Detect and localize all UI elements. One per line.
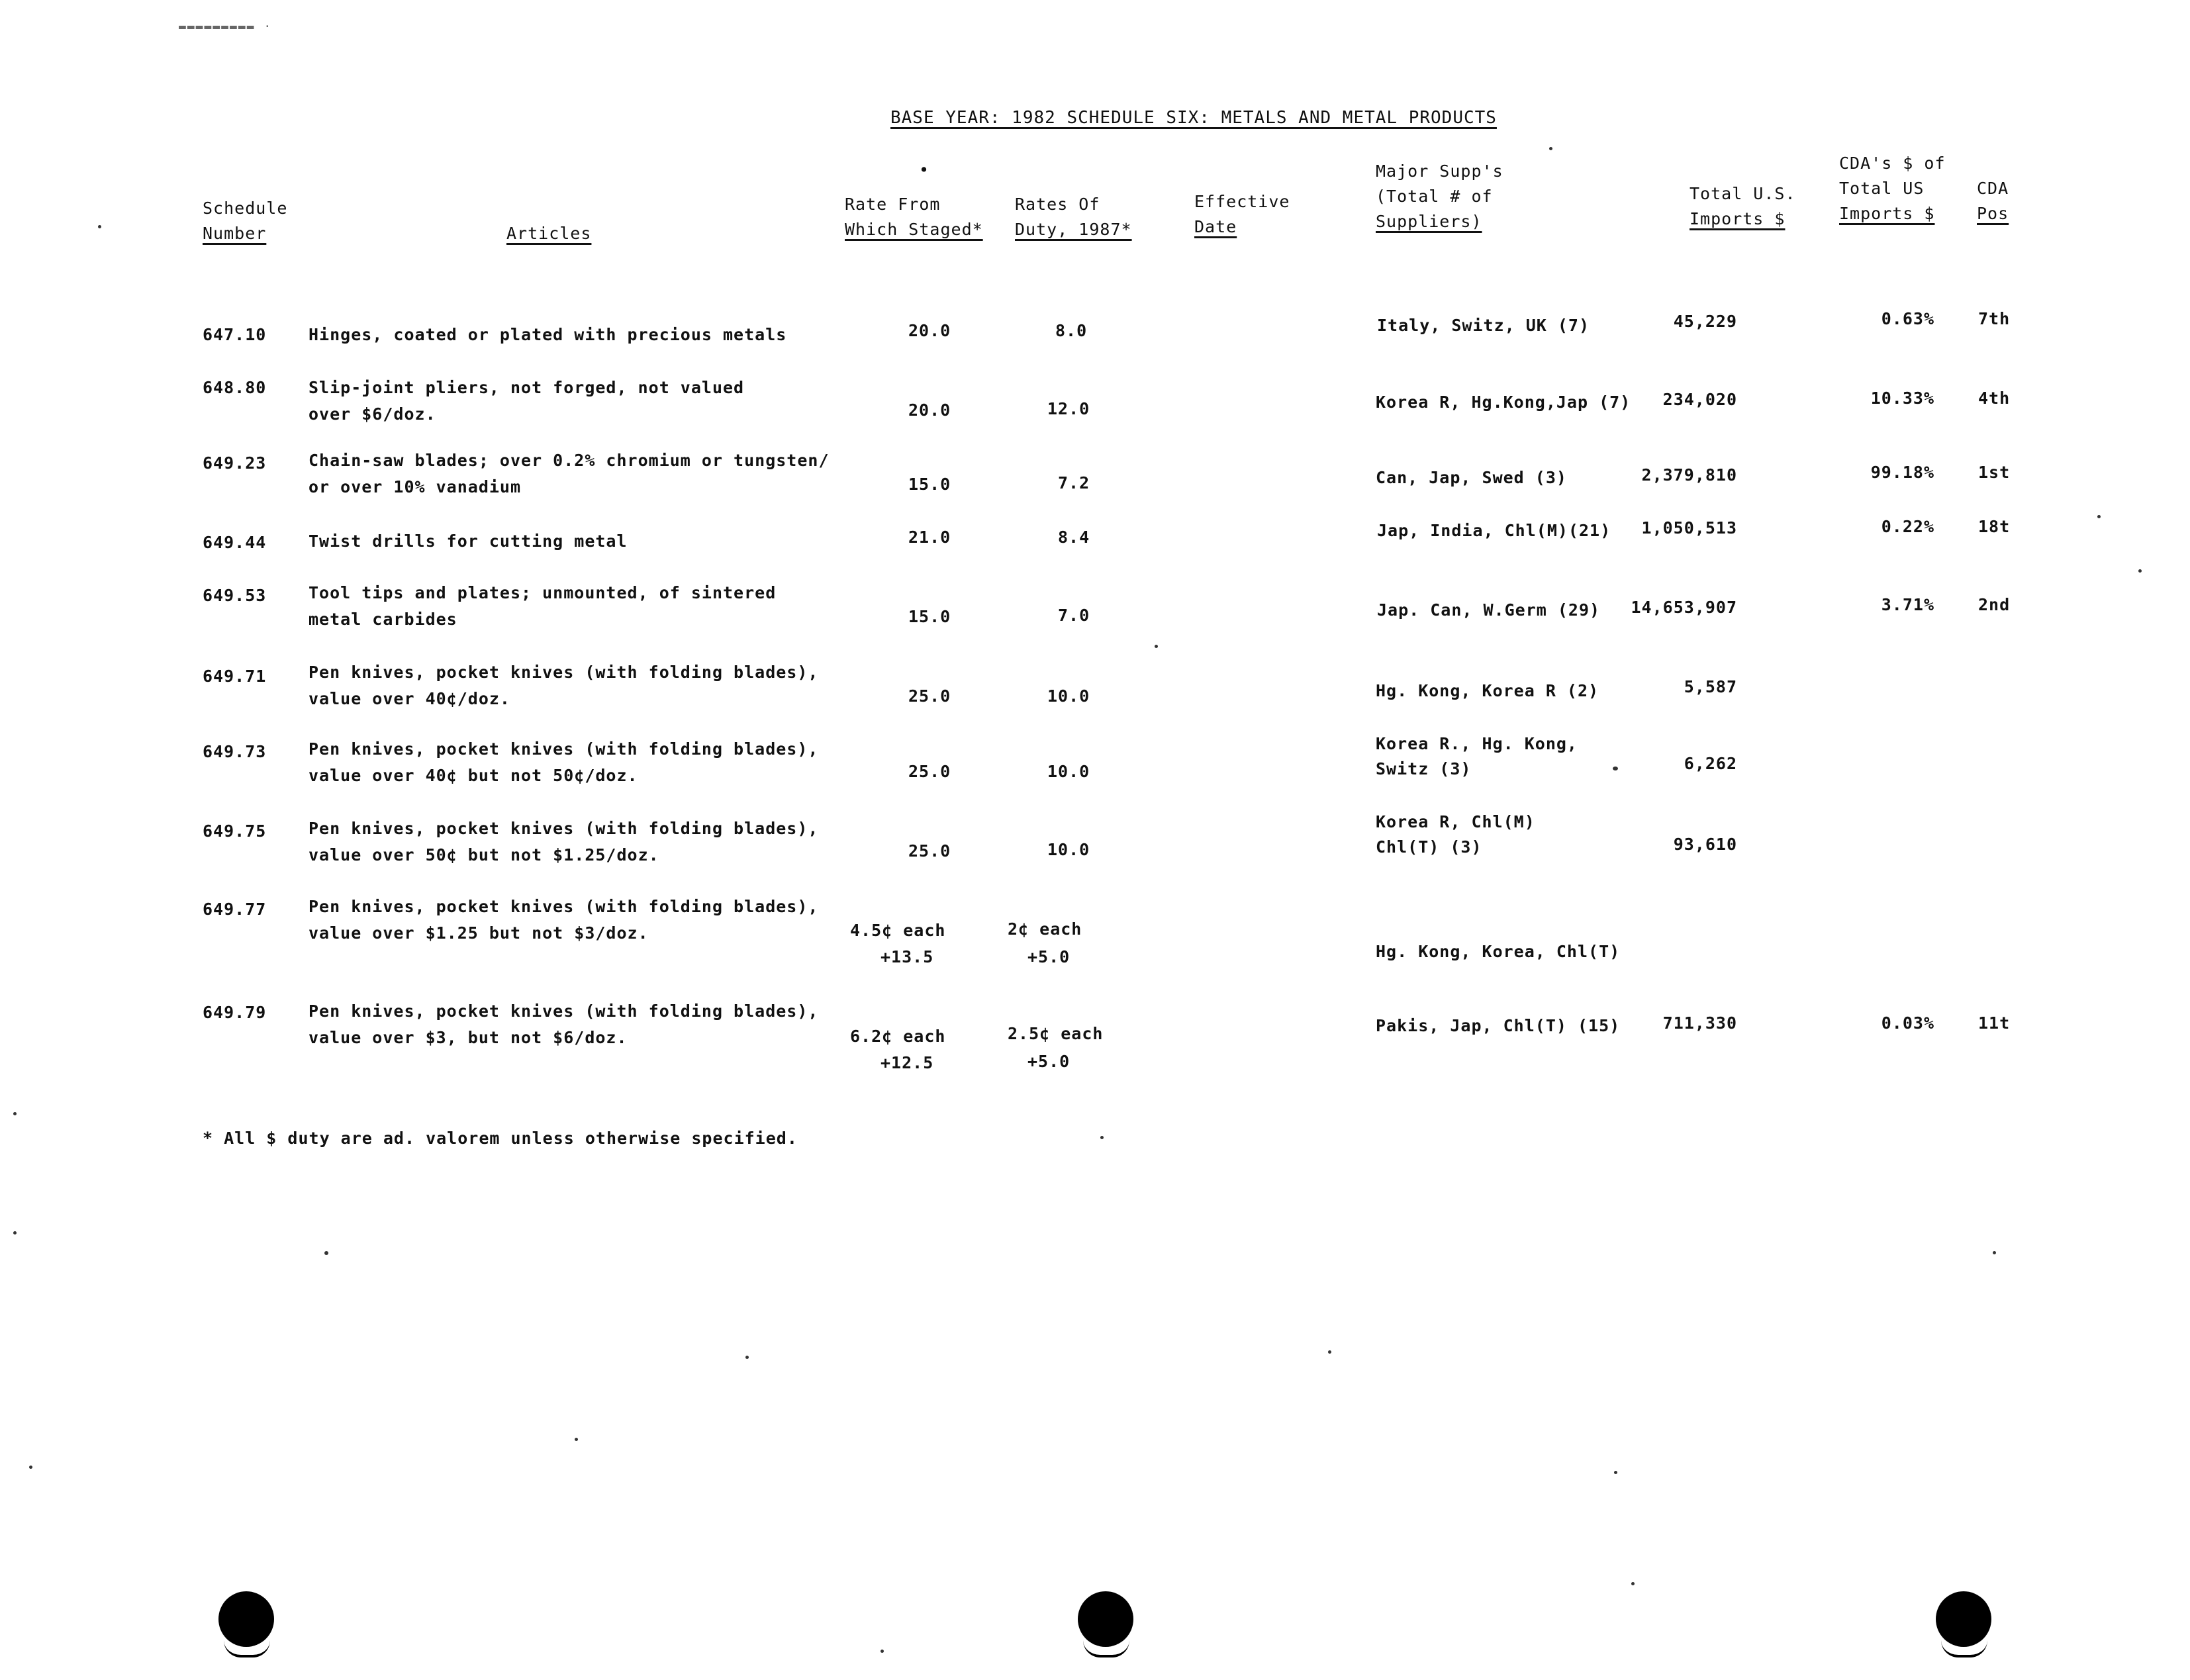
row-imports: 1,050,513 [1641,518,1737,537]
row-imports: 5,587 [1684,677,1737,696]
row-number: 649.79 [203,1003,267,1022]
row-article-cont: value over 40¢ but not 50¢/doz. [309,766,638,785]
row-article: Tool tips and plates; unmounted, of sintered [309,583,777,602]
scan-speck [1614,1471,1617,1474]
row-article: Pen knives, pocket knives (with folding blades), [309,819,819,838]
row-cda-pct: 10.33% [1870,389,1934,408]
binder-hole-left [218,1591,274,1647]
scan-speck [98,225,101,228]
row-rate-from: 6.2¢ each [850,1027,946,1046]
header-rate-from: Rate From Which Staged* [845,195,983,239]
scan-speck [1549,147,1552,150]
row-article-cont: or over 10% vanadium [309,477,522,496]
header-major-suppliers: Major Supp's (Total # of Suppliers) [1376,162,1503,231]
row-number: 648.80 [203,378,267,397]
row-imports: 711,330 [1662,1013,1737,1033]
scan-speck [1993,1251,1996,1254]
row-number: 649.71 [203,667,267,686]
scan-speck [1328,1350,1331,1354]
row-cda-pos: 11t [1978,1013,2011,1033]
page-title: BASE YEAR: 1982 SCHEDULE SIX: METALS AND METAL PRODUCTS [890,108,1497,128]
row-imports: 45,229 [1673,312,1737,331]
row-rate-from: 21.0 [908,528,951,547]
row-rate-from-cont: +13.5 [881,947,934,966]
scan-speck [1155,645,1158,648]
row-rate-1987: 7.0 [1058,606,1090,625]
row-rate-from: 20.0 [908,321,951,340]
row-imports: 14,653,907 [1631,598,1737,617]
row-imports: 6,262 [1684,754,1737,773]
scan-speck [881,1650,884,1653]
row-number: 649.77 [203,900,267,919]
row-article: Pen knives, pocket knives (with folding blades), [309,739,819,759]
row-article-cont: over $6/doz. [309,404,436,424]
row-rate-1987-cont: +5.0 [1027,1052,1071,1071]
row-rate-1987: 2.5¢ each [1008,1024,1104,1043]
row-article: Twist drills for cutting metal [309,532,628,551]
binder-hole-right [1936,1591,1991,1647]
row-rate-from: 15.0 [908,475,951,494]
row-cda-pct: 99.18% [1870,463,1934,482]
row-rate-1987: 2¢ each [1008,919,1082,939]
row-article: Pen knives, pocket knives (with folding blades), [309,1002,819,1021]
row-suppliers: Jap, India, Chl(M)(21) [1377,521,1611,540]
row-number: 649.23 [203,453,267,473]
row-number: 647.10 [203,325,267,344]
row-article: Hinges, coated or plated with precious metals [309,325,787,344]
row-suppliers-cont: Switz (3) [1376,759,1472,778]
scan-speck [1100,1136,1104,1139]
row-number: 649.75 [203,821,267,841]
row-article-cont: metal carbides [309,610,457,629]
row-rate-1987-cont: +5.0 [1027,947,1071,966]
header-effective-date: Effective Date [1194,192,1290,236]
row-article-cont: value over $3, but not $6/doz. [309,1028,628,1047]
row-suppliers: Pakis, Jap, Chl(T) (15) [1376,1016,1621,1035]
scan-speck [324,1251,328,1255]
row-rate-from: 25.0 [908,762,951,781]
footnote: * All $ duty are ad. valorem unless otherwise specified. [203,1129,798,1148]
row-cda-pct: 0.63% [1881,309,1934,328]
row-suppliers: Hg. Kong, Korea, Chl(T) [1376,942,1621,961]
header-articles: Articles [506,224,592,243]
binder-hole-left-shadow [224,1640,270,1657]
row-rate-from: 25.0 [908,841,951,861]
header-cda-pos: CDA Pos [1977,179,2009,223]
row-suppliers: Jap. Can, W.Germ (29) [1377,600,1601,620]
header-rates-of-duty: Rates Of Duty, 1987* [1015,195,1132,239]
row-rate-from-cont: +12.5 [881,1053,934,1072]
top-scan-mark: ▬▬▬▬▬▬▬▬▬ · [179,20,273,34]
row-rate-from: 25.0 [908,686,951,706]
row-rate-1987: 7.2 [1058,473,1090,492]
row-imports: 2,379,810 [1641,465,1737,485]
row-rate-1987: 8.4 [1058,528,1090,547]
row-article: Pen knives, pocket knives (with folding blades), [309,663,819,682]
row-cda-pos: 2nd [1978,595,2011,614]
row-article: Pen knives, pocket knives (with folding blades), [309,897,819,916]
row-imports: 234,020 [1662,390,1737,409]
scan-speck [2138,569,2142,573]
scan-speck [29,1466,32,1469]
row-cda-pct: 3.71% [1881,595,1934,614]
row-imports: 93,610 [1673,835,1737,854]
row-suppliers: Can, Jap, Swed (3) [1376,468,1567,487]
binder-hole-center [1078,1591,1133,1647]
row-rate-from: 15.0 [908,607,951,626]
scan-speck [1613,767,1618,770]
scan-speck [13,1231,17,1235]
row-cda-pct: 0.22% [1881,517,1934,536]
header-cda-pct: CDA's $ of Total US Imports $ [1839,154,1946,223]
scan-speck [13,1112,17,1115]
scan-speck [1631,1582,1635,1585]
scan-speck [2097,515,2101,518]
header-schedule-number: Schedule Number [203,199,288,243]
row-article-cont: value over 50¢ but not $1.25/doz. [309,845,659,864]
row-cda-pos: 4th [1978,389,2011,408]
row-cda-pct: 0.03% [1881,1013,1934,1033]
row-article: Slip-joint pliers, not forged, not valued [309,378,745,397]
row-rate-1987: 10.0 [1047,840,1090,859]
row-rate-from: 4.5¢ each [850,921,946,940]
row-article-cont: value over 40¢/doz. [309,689,510,708]
row-article-cont: value over $1.25 but not $3/doz. [309,923,649,943]
row-suppliers: Korea R., Hg. Kong, [1376,734,1578,753]
row-cda-pos: 18t [1978,517,2011,536]
header-total-us-imports: Total U.S. Imports $ [1690,184,1796,228]
header-asterisk-dot: • [919,160,930,179]
row-number: 649.73 [203,742,267,761]
row-rate-from: 20.0 [908,400,951,420]
row-suppliers: Hg. Kong, Korea R (2) [1376,681,1599,700]
binder-hole-center-shadow [1083,1640,1129,1657]
row-rate-1987: 10.0 [1047,686,1090,706]
scan-speck [575,1438,578,1441]
scan-speck [745,1356,749,1359]
row-cda-pos: 7th [1978,309,2011,328]
row-number: 649.44 [203,533,267,552]
row-suppliers: Italy, Switz, UK (7) [1377,316,1590,335]
row-suppliers-cont: Chl(T) (3) [1376,837,1482,857]
row-suppliers: Korea R, Chl(M) [1376,812,1535,831]
row-rate-1987: 8.0 [1055,321,1088,340]
row-number: 649.53 [203,586,267,605]
row-rate-1987: 10.0 [1047,762,1090,781]
binder-hole-right-shadow [1941,1640,1987,1657]
row-article: Chain-saw blades; over 0.2% chromium or tungsten/ [309,451,830,470]
row-cda-pos: 1st [1978,463,2011,482]
row-rate-1987: 12.0 [1047,399,1090,418]
row-suppliers: Korea R, Hg.Kong,Jap (7) [1376,393,1631,412]
